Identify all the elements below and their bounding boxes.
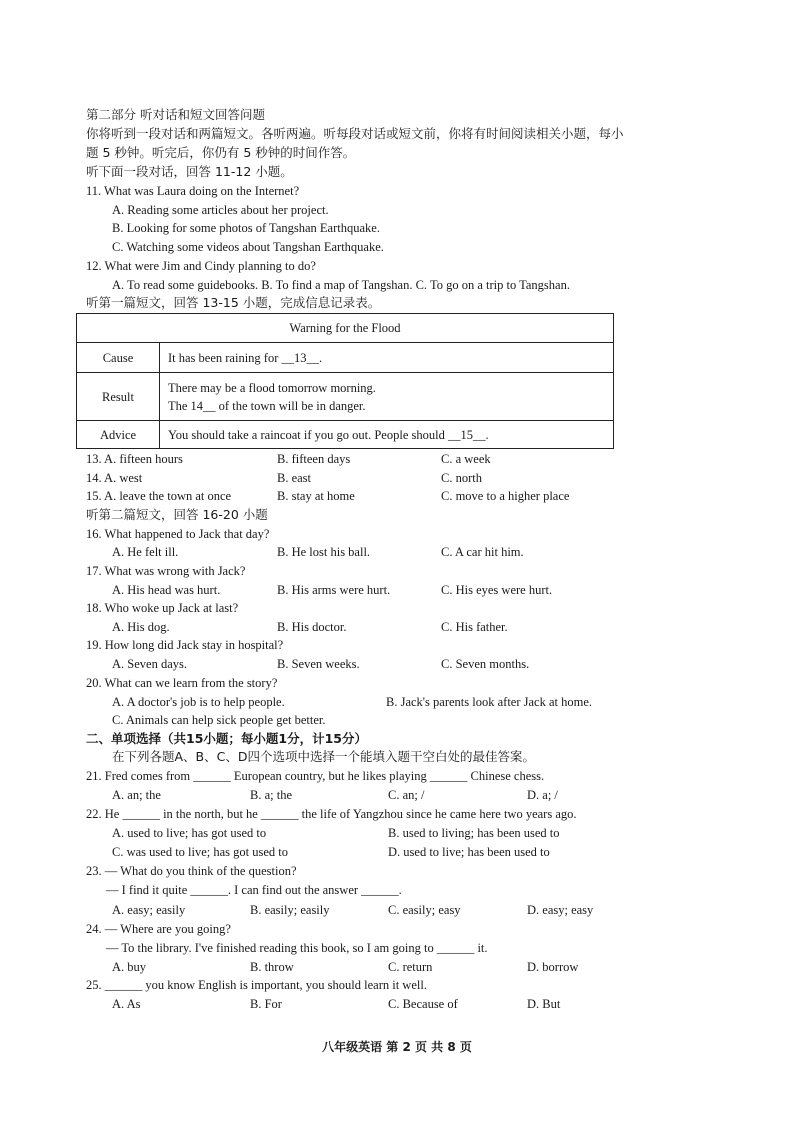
- q18-option-a: A. His dog.: [112, 620, 170, 634]
- cause-label: Cause: [77, 343, 160, 373]
- q11-stem: 11. What was Laura doing on the Internet?: [86, 184, 300, 198]
- q20-option-c: C. Animals can help sick people get better.: [112, 713, 326, 727]
- q23-option-a: A. easy; easily: [112, 903, 186, 917]
- q23-option-b: B. easily; easily: [250, 903, 330, 917]
- q13-option-b: B. fifteen days: [277, 452, 351, 466]
- q19-option-b: B. Seven weeks.: [277, 657, 360, 671]
- q25-option-c: C. Because of: [388, 997, 458, 1011]
- q12-options: A. To read some guidebooks. B. To find a map of Tangshan. C. To go on a trip to Tangshan.: [112, 278, 570, 292]
- q12-stem: 12. What were Jim and Cindy planning to do?: [86, 259, 316, 273]
- q25-option-a: A. As: [112, 997, 141, 1011]
- q23-option-c: C. easily; easy: [388, 903, 461, 917]
- q15-option-b: B. stay at home: [277, 489, 355, 503]
- q22-stem: 22. He ______ in the north, but he ______ the life of Yangzhou since he came here two years ago.: [86, 807, 577, 821]
- q21-stem: 21. Fred comes from ______ European country, but he likes playing ______ Chinese chess.: [86, 769, 545, 783]
- advice-label: Advice: [77, 421, 160, 449]
- q16-stem: 16. What happened to Jack that day?: [86, 527, 270, 541]
- q25-option-b: B. For: [250, 997, 282, 1011]
- section2-title: 二、单项选择（共15小题；每小题1分，计15分）: [86, 731, 367, 746]
- q17-option-a: A. His head was hurt.: [112, 583, 221, 597]
- q16-option-c: C. A car hit him.: [441, 545, 524, 559]
- q11-option-c: C. Watching some videos about Tangshan Earthquake.: [112, 240, 384, 254]
- q15-option-a: 15. A. leave the town at once: [86, 489, 232, 503]
- q14-option-c: C. north: [441, 471, 482, 485]
- q24-option-b: B. throw: [250, 960, 294, 974]
- result-text-1: There may be a flood tomorrow morning.: [168, 380, 376, 395]
- q23-stem: 23. — What do you think of the question?: [86, 864, 297, 878]
- q18-option-b: B. His doctor.: [277, 620, 347, 634]
- q23-stem-2: — I find it quite ______. I can find out the answer ______.: [106, 883, 402, 897]
- q16-option-a: A. He felt ill.: [112, 545, 179, 559]
- q24-option-c: C. return: [388, 960, 433, 974]
- q11-option-b: B. Looking for some photos of Tangshan Earthquake.: [112, 221, 380, 235]
- q24-option-d: D. borrow: [527, 960, 579, 974]
- q22-option-b: B. used to living; has been used to: [388, 826, 560, 840]
- q20-option-b: B. Jack's parents look after Jack at home.: [386, 695, 593, 709]
- q14-option-b: B. east: [277, 471, 312, 485]
- q18-option-c: C. His father.: [441, 620, 508, 634]
- q21-option-d: D. a; /: [527, 788, 558, 802]
- section2-instructions: 在下列各题A、B、C、D四个选项中选择一个能填入题干空白处的最佳答案。: [112, 749, 535, 764]
- q23-option-d: D. easy; easy: [527, 903, 594, 917]
- q16-option-b: B. He lost his ball.: [277, 545, 371, 559]
- q18-stem: 18. Who woke up Jack at last?: [86, 601, 239, 615]
- q24-stem-2: — To the library. I've finished reading this book, so I am going to ______ it.: [106, 941, 488, 955]
- q14-option-a: 14. A. west: [86, 471, 143, 485]
- page-footer: 八年级英语 第 2 页 共 8 页: [322, 1040, 472, 1054]
- q19-option-c: C. Seven months.: [441, 657, 530, 671]
- q13-option-c: C. a week: [441, 452, 491, 466]
- passage1-instructions: 听第一篇短文，回答 13-15 小题，完成信息记录表。: [86, 295, 381, 310]
- q11-option-a: A. Reading some articles about her project.: [112, 203, 329, 217]
- q22-option-a: A. used to live; has got used to: [112, 826, 267, 840]
- part2-title: 第二部分 听对话和短文回答问题: [86, 107, 265, 122]
- result-text-2: The 14__ of the town will be in danger.: [168, 398, 366, 413]
- q17-option-c: C. His eyes were hurt.: [441, 583, 553, 597]
- q19-stem: 19. How long did Jack stay in hospital?: [86, 638, 284, 652]
- result-label: Result: [77, 373, 160, 421]
- q21-option-c: C. an; /: [388, 788, 425, 802]
- q19-option-a: A. Seven days.: [112, 657, 187, 671]
- q17-option-b: B. His arms were hurt.: [277, 583, 391, 597]
- cause-text: It has been raining for __13__.: [160, 343, 614, 373]
- q17-stem: 17. What was wrong with Jack?: [86, 564, 246, 578]
- q13-option-a: 13. A. fifteen hours: [86, 452, 183, 466]
- passage2-instructions: 听第二篇短文，回答 16-20 小题: [86, 507, 268, 522]
- result-cell: [160, 373, 614, 421]
- part2-instructions-2: 题 5 秒钟。听完后，你仍有 5 秒钟的时间作答。: [86, 145, 356, 160]
- q21-option-a: A. an; the: [112, 788, 161, 802]
- flood-info-table: [76, 313, 614, 449]
- q22-option-d: D. used to live; has been used to: [388, 845, 550, 859]
- part2-instructions-3: 听下面一段对话，回答 11-12 小题。: [86, 164, 293, 179]
- q20-stem: 20. What can we learn from the story?: [86, 676, 278, 690]
- q22-option-c: C. was used to live; has got used to: [112, 845, 289, 859]
- q15-option-c: C. move to a higher place: [441, 489, 570, 503]
- q24-option-a: A. buy: [112, 960, 147, 974]
- q24-stem: 24. — Where are you going?: [86, 922, 231, 936]
- table-title: Warning for the Flood: [77, 314, 614, 343]
- q25-option-d: D. But: [527, 997, 561, 1011]
- part2-instructions-1: 你将听到一段对话和两篇短文。各听两遍。听每段对话或短文前，你将有时间阅读相关小题，每小: [86, 126, 624, 141]
- q25-stem: 25. ______ you know English is important, you should learn it well.: [86, 978, 427, 992]
- q21-option-b: B. a; the: [250, 788, 293, 802]
- q20-option-a: A. A doctor's job is to help people.: [112, 695, 285, 709]
- advice-text: You should take a raincoat if you go out. People should __15__.: [160, 421, 614, 449]
